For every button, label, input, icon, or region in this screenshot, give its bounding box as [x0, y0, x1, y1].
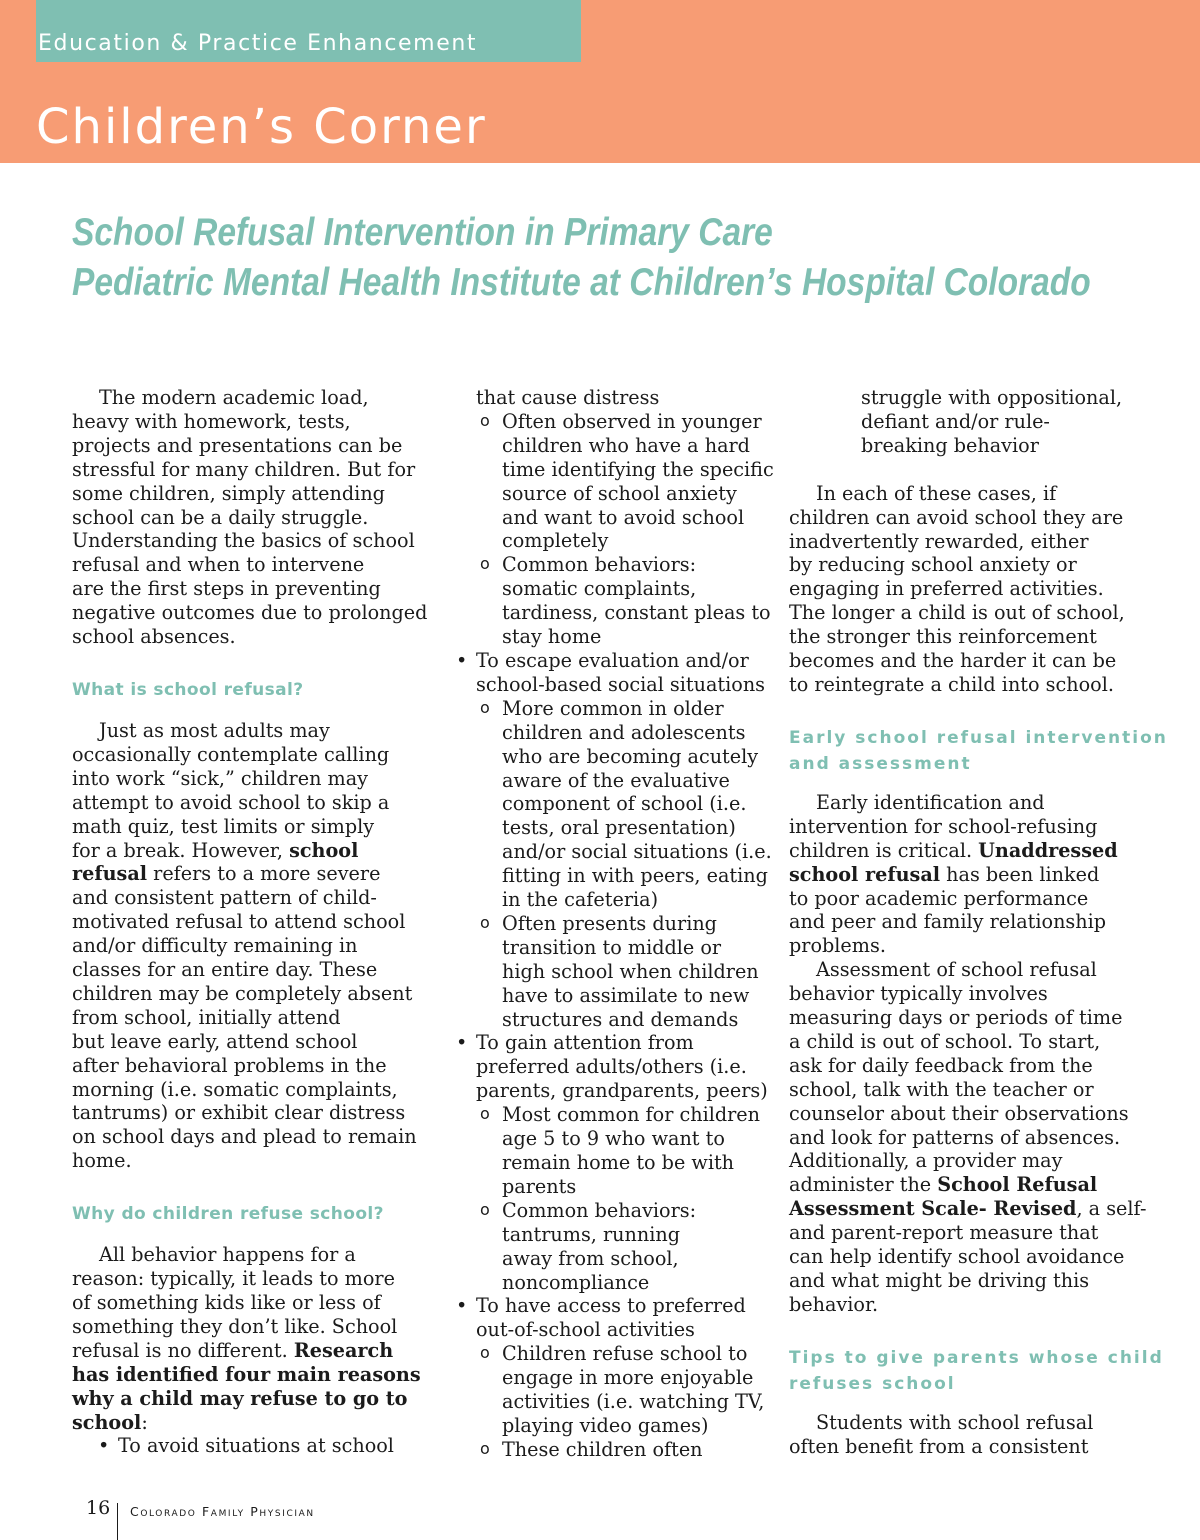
assessment-paragraph: Assessment of school refusal behavior typically involves measuring days or periods of time a child is out of school. To start, ask for daily feedback from the school, talk with the teacher or counselor about their observations and look for patterns of absences. Additionally, a provider may administer the School Refusal Assessment Scale- Revised, a self- and parent-report measure that can help identify school avoidance and what might be driving this behavior. — [789, 958, 1147, 1316]
sub-list-item: o More common in older children and adolescents who are becoming acutely aware of the evaluative component of school (i.e. tests, oral presentation) and/or social situations (i.e. fitting in with peers, eating in the cafeteria) — [456, 697, 774, 912]
list-item: • To have access to preferred out-of-school activities — [456, 1294, 774, 1342]
sub-list-item: o Common behaviors: tantrums, running away from school, noncompliance — [456, 1199, 774, 1295]
publication-name: Colorado Family Physician — [130, 1504, 315, 1519]
heading-early-intervention: Early school refusal intervention and assessment — [789, 727, 1168, 774]
tips-paragraph: Students with school refusal often benefit from a consistent — [789, 1410, 1094, 1458]
list-item: • To escape evaluation and/or school-based social situations — [456, 649, 774, 697]
sub-list-item: o Most common for children age 5 to 9 who want to remain home to be with parents — [456, 1103, 774, 1199]
sub-list-item-continued: struggle with oppositional, defiant and/or rule- breaking behavior — [861, 386, 1123, 457]
page-number: 16 — [86, 1497, 111, 1519]
sub-list-item: o Often presents during transition to middle or high school when children have to assimilate to new structures and demands — [456, 912, 774, 1032]
heading-why-children-refuse: Why do children refuse school? — [72, 1204, 384, 1225]
sub-list-item: o Children refuse school to engage in more enjoyable activities (i.e. watching TV, playing video games) — [456, 1342, 774, 1438]
heading-tips-for-parents: Tips to give parents whose child refuses school — [789, 1347, 1164, 1394]
intro-paragraph: The modern academic load, heavy with homework, tests, projects and presentations can be stressful for many children. But for some children, simply attending school can be a daily struggle. Understanding the basics of school refusal and when to intervene are the first steps in preventing negative outcomes due to prolonged school absences. — [72, 386, 428, 649]
column-1 — [72, 386, 428, 1458]
article-title-line1: School Refusal Intervention in Primary Care — [72, 211, 773, 254]
banner-title: Children’s Corner — [36, 99, 487, 155]
column-2 — [456, 386, 774, 1462]
article-title-line2: Pediatric Mental Health Institute at Children’s Hospital Colorado — [72, 261, 1091, 304]
sub-list-item: o These children often — [456, 1438, 774, 1462]
list-item: • To avoid situations at school — [72, 1434, 414, 1458]
header-banner — [0, 0, 1200, 163]
list-item-continued: that cause distress — [476, 386, 660, 409]
column-3 — [789, 386, 1168, 1459]
sub-list-item: o Often observed in younger children who have a hard time identifying the specific source of school anxiety and want to avoid school completely — [456, 410, 774, 553]
section-label: Education & Practice Enhancement — [38, 31, 478, 56]
heading-what-is-school-refusal: What is school refusal? — [72, 679, 304, 700]
footer-divider — [117, 1503, 118, 1540]
list-item: • To gain attention from preferred adults/others (i.e. parents, grandparents, peers) — [456, 1031, 774, 1103]
definition-paragraph: Just as most adults may occasionally contemplate calling into work “sick,” children may attempt to avoid school to skip a math quiz, test limits or simply for a break. However, school refusal refers to a more severe and consistent pattern of child- motivated refusal to attend school and/or difficulty remaining in classes for an entire day. These children may be completely absent from school, initially attend but leave early, attend school after behavioral problems in the morning (i.e. somatic complaints, tantrums) or exhibit clear distress on school days and plead to remain home. — [72, 718, 417, 1173]
early-identification-paragraph: Early identification and intervention for school-refusing children is critical. Unaddressed school refusal has been linked to poor academic performance and peer and family relationship problems. — [789, 790, 1118, 958]
article-title — [72, 208, 1091, 308]
reinforcement-paragraph: In each of these cases, if children can avoid school they are inadvertently rewarded, either by reducing school anxiety or engaging in preferred activities. The longer a child is out of school, the stronger this reinforcement becomes and the harder it can be to reintegrate a child into school. — [789, 481, 1125, 696]
reasons-paragraph: All behavior happens for a reason: typically, it leads to more of something kids like or less of something they don’t like. School refusal is no different. Research has identified four main reasons why a child may refuse to go to school: — [72, 1243, 421, 1434]
sub-list-item: o Common behaviors: somatic complaints, tardiness, constant pleas to stay home — [456, 553, 774, 649]
